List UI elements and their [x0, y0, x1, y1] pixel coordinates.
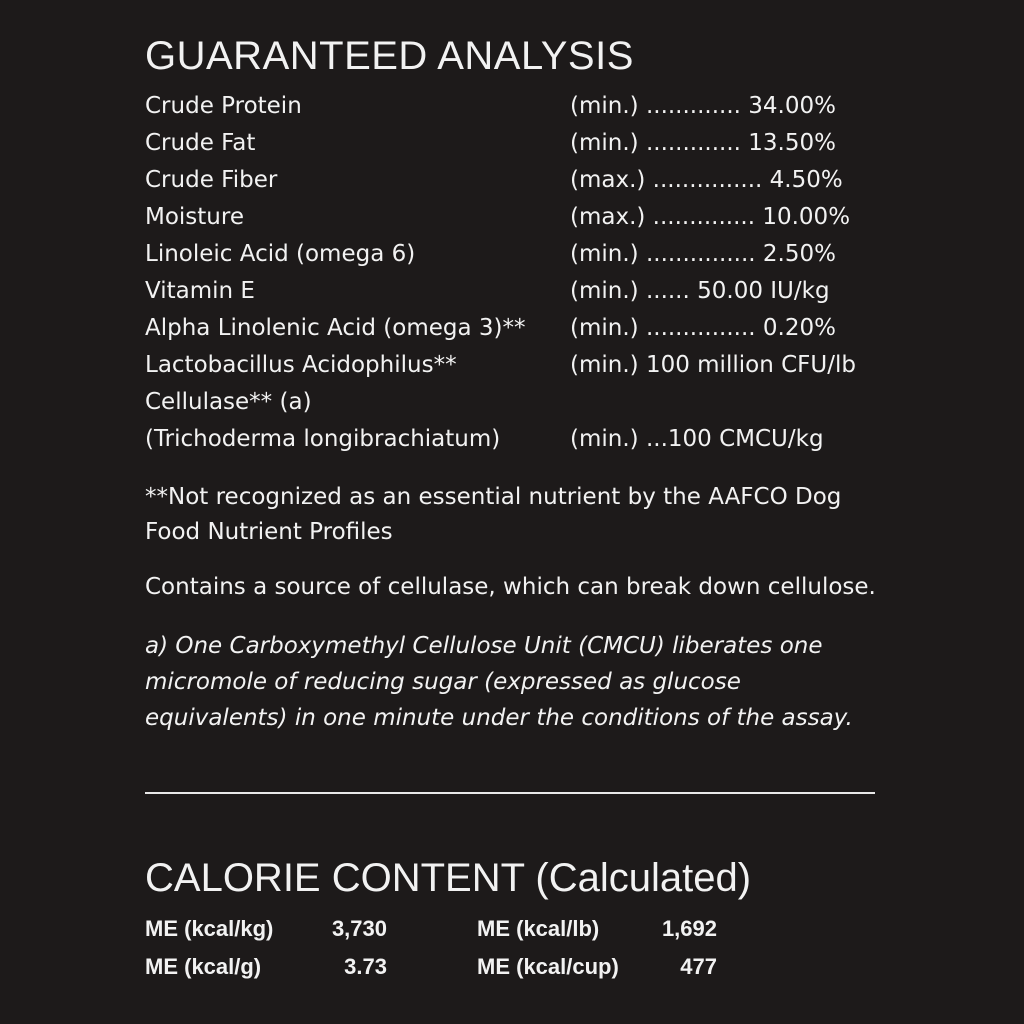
analysis-row	[145, 347, 880, 384]
aafco-footnote: **Not recognized as an essential nutrient by the AAFCO Dog Food Nutrient Profiles	[145, 484, 842, 545]
nutrient-value: (min.) ............... 0.20%	[570, 315, 836, 341]
analysis-row	[145, 199, 880, 236]
calorie-label: ME (kcal/lb)	[477, 916, 600, 941]
analysis-row	[145, 88, 880, 125]
calorie-label: ME (kcal/kg)	[145, 916, 274, 941]
analysis-table	[145, 88, 880, 458]
calorie-content-title: CALORIE CONTENT (Calculated)	[145, 856, 752, 900]
calorie-value: 477	[680, 954, 717, 979]
guaranteed-analysis-title: GUARANTEED ANALYSIS	[145, 34, 634, 78]
calorie-value: 1,692	[661, 916, 717, 941]
nutrient-value: (min.) ...100 CMCU/kg	[570, 426, 824, 452]
nutrient-value: (min.) ............. 34.00%	[570, 93, 836, 119]
nutrient-label: (Trichoderma longibrachiatum)	[145, 426, 501, 452]
analysis-row	[145, 125, 880, 162]
nutrient-value: (max.) .............. 10.00%	[570, 204, 851, 230]
calorie-row	[145, 948, 880, 986]
calorie-value: 3,730	[331, 916, 387, 941]
nutrient-value: (max.) ............... 4.50%	[570, 167, 843, 193]
calorie-table	[145, 910, 880, 986]
nutrient-label: Cellulase** (a)	[145, 389, 312, 415]
nutrient-label: Linoleic Acid (omega 6)	[145, 241, 416, 267]
nutrient-label: Alpha Linolenic Acid (omega 3)**	[145, 315, 526, 341]
nutrient-label: Vitamin E	[145, 278, 255, 304]
analysis-row	[145, 162, 880, 199]
nutrient-label: Moisture	[145, 204, 244, 230]
analysis-row	[145, 384, 880, 421]
calorie-row	[145, 910, 880, 948]
nutrient-value: (min.) 100 million CFU/lb	[570, 352, 856, 378]
nutrient-label: Crude Fiber	[145, 167, 278, 193]
analysis-row	[145, 236, 880, 273]
section-divider	[145, 792, 875, 794]
nutrient-value: (min.) ...... 50.00 IU/kg	[570, 278, 830, 304]
nutrient-value: (min.) ............... 2.50%	[570, 241, 836, 267]
calorie-value: 3.73	[344, 954, 387, 979]
analysis-row	[145, 273, 880, 310]
nutrient-value: (min.) ............. 13.50%	[570, 130, 836, 156]
analysis-row	[145, 421, 880, 458]
analysis-row	[145, 310, 880, 347]
cellulase-statement: Contains a source of cellulase, which can break down cellulose.	[145, 574, 876, 600]
nutrient-label: Crude Fat	[145, 130, 256, 156]
cmcu-definition: a) One Carboxymethyl Cellulose Unit (CMCU) liberates one micromole of reducing sugar (expressed as glucose equivalents) in one minute under the conditions of the assay.	[145, 633, 853, 731]
calorie-label: ME (kcal/g)	[145, 954, 262, 979]
calorie-label: ME (kcal/cup)	[477, 954, 619, 979]
nutrient-label: Crude Protein	[145, 93, 302, 119]
nutrient-label: Lactobacillus Acidophilus**	[145, 352, 457, 378]
